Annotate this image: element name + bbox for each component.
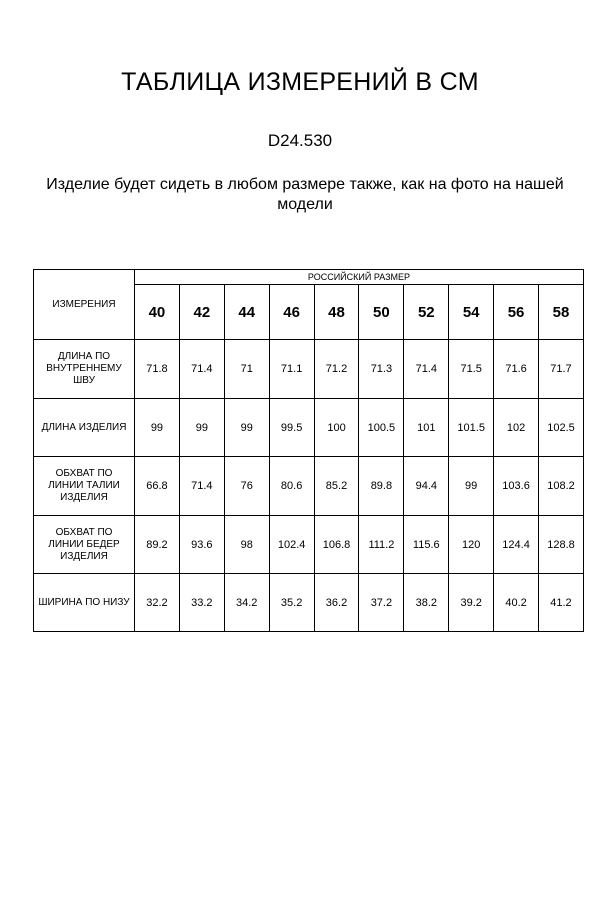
table-cell: 41.2 [539,574,584,632]
size-header: 50 [359,285,404,340]
table-cell: 80.6 [269,457,314,516]
table-cell: 128.8 [539,516,584,574]
table-cell: 71.4 [179,457,224,516]
article-number: D24.530 [267,131,333,150]
table-row [34,457,584,516]
table-cell: 102.4 [269,516,314,574]
table-cell: 85.2 [314,457,359,516]
row-label: ОБХВАТ ПО ЛИНИИ БЕДЕР ИЗДЕЛИЯ [34,516,135,574]
table-cell: 40.2 [494,574,539,632]
row-label: ШИРИНА ПО НИЗУ [34,574,135,632]
row-label: ДЛИНА ИЗДЕЛИЯ [34,399,135,457]
table-cell: 71.6 [494,340,539,399]
table-cell: 102 [494,399,539,457]
table-cell: 103.6 [494,457,539,516]
table-cell: 99 [449,457,494,516]
table-cell: 36.2 [314,574,359,632]
table-cell: 34.2 [224,574,269,632]
table-cell: 37.2 [359,574,404,632]
table-cell: 33.2 [179,574,224,632]
table-row [34,516,584,574]
table-cell: 71.2 [314,340,359,399]
page-title: ТАБЛИЦА ИЗМЕРЕНИЙ В СМ [121,68,479,96]
table-cell: 94.4 [404,457,449,516]
table-cell: 71.5 [449,340,494,399]
table-cell: 120 [449,516,494,574]
table-cell: 98 [224,516,269,574]
table-cell: 101 [404,399,449,457]
table-cell: 99 [135,399,180,457]
table-cell: 66.8 [135,457,180,516]
table-row [34,399,584,457]
table-cell: 76 [224,457,269,516]
size-header: 56 [494,285,539,340]
table-cell: 100 [314,399,359,457]
size-header: 54 [449,285,494,340]
measurements-header: ИЗМЕРЕНИЯ [34,270,135,340]
table-cell: 71.1 [269,340,314,399]
table-cell: 99.5 [269,399,314,457]
table-cell: 71.4 [179,340,224,399]
header-row-group [34,270,584,285]
size-header: 58 [539,285,584,340]
table-cell: 89.8 [359,457,404,516]
size-header: 40 [135,285,180,340]
table-cell: 89.2 [135,516,180,574]
table-cell: 32.2 [135,574,180,632]
size-header: 44 [224,285,269,340]
table-row [34,574,584,632]
fit-note: Изделие будет сидеть в любом размере также, как на фото на нашей модели [46,176,564,213]
size-header: 42 [179,285,224,340]
russian-size-header: РОССИЙСКИЙ РАЗМЕР [135,270,584,285]
size-chart-table [33,269,584,632]
table-cell: 101.5 [449,399,494,457]
table-cell: 102.5 [539,399,584,457]
table-cell: 99 [224,399,269,457]
table-cell: 99 [179,399,224,457]
table-cell: 71 [224,340,269,399]
table-cell: 71.4 [404,340,449,399]
table-cell: 115.6 [404,516,449,574]
table-cell: 100.5 [359,399,404,457]
row-label: ОБХВАТ ПО ЛИНИИ ТАЛИИ ИЗДЕЛИЯ [34,457,135,516]
size-header: 46 [269,285,314,340]
table-cell: 38.2 [404,574,449,632]
size-header: 48 [314,285,359,340]
table-cell: 71.8 [135,340,180,399]
table-cell: 93.6 [179,516,224,574]
table-cell: 124.4 [494,516,539,574]
table-cell: 71.7 [539,340,584,399]
table-cell: 71.3 [359,340,404,399]
size-header: 52 [404,285,449,340]
table-cell: 106.8 [314,516,359,574]
table-cell: 39.2 [449,574,494,632]
row-label: ДЛИНА ПО ВНУТРЕННЕМУ ШВУ [34,340,135,399]
table-cell: 111.2 [359,516,404,574]
table-cell: 108.2 [539,457,584,516]
table-cell: 35.2 [269,574,314,632]
table-row [34,340,584,399]
